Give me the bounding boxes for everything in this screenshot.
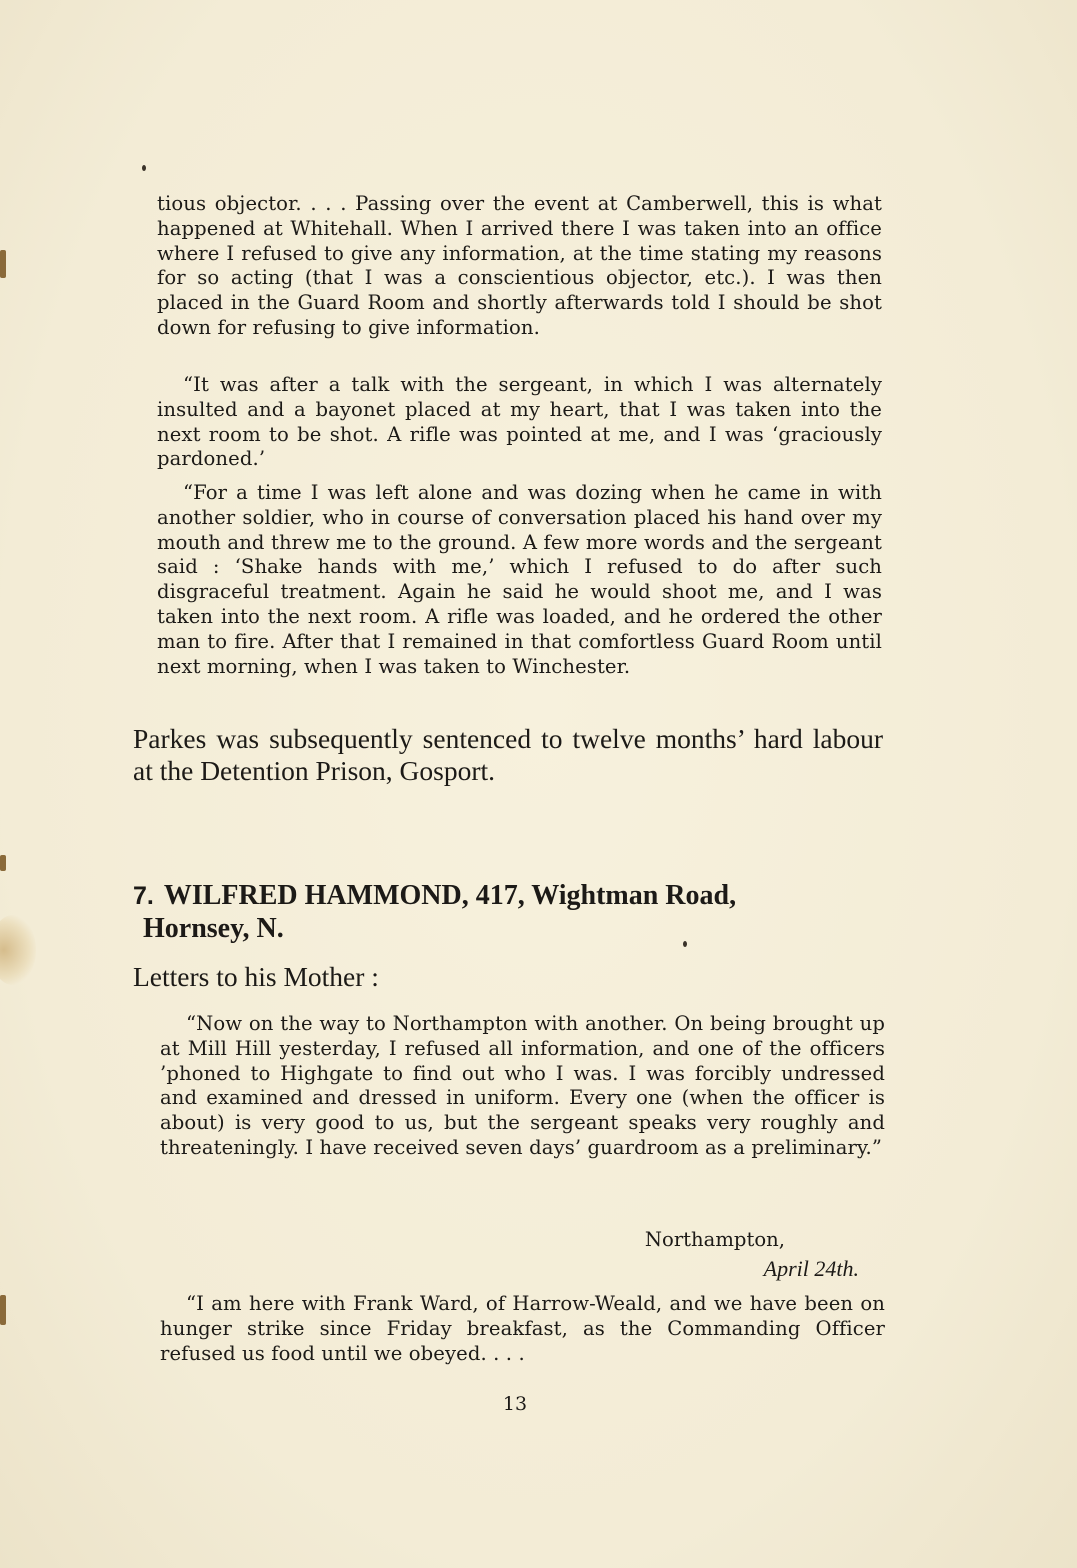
section-subheading: Letters to his Mother : (133, 961, 379, 992)
edge-mark (0, 1295, 6, 1325)
letter-paragraph: “I am here with Frank Ward, of Harrow-Weald, and we have been on hunger strike since Friday breakfast, as the Commanding Officer refused us food until we obeyed. . . . (160, 1292, 885, 1365)
section-heading (133, 880, 883, 945)
section-heading-line1: WILFRED HAMMOND, 417, Wightman Road, (163, 880, 737, 911)
sentence-summary: Parkes was subsequently sentenced to twelve months’ hard labour at the Detention Prison, Gosport. (133, 723, 883, 786)
letter-paragraph: tious objector. . . . Passing over the event at Camberwell, this is what happened at Whitehall. When I arrived there I was taken into an office where I refused to give any information, at the time stating my reasons for so acting (that I was a conscientious objector, etc.). I was then placed in the Guard Room and shortly afterwards told I should be shot down for refusing to give information. (157, 192, 882, 339)
letter-paragraph: “It was after a talk with the sergeant, in which I was alternately insulted and a bayonet placed at my heart, that I was taken into the next room to be shot. A rifle was pointed at me, and I was ‘graciously pardoned.’ (157, 373, 882, 471)
paper-stain (0, 915, 36, 985)
letter-place: Northampton, (644, 1228, 785, 1251)
letter-date: April 24th. (763, 1256, 859, 1281)
edge-mark (0, 250, 6, 278)
section-heading-line2: Hornsey, N. (143, 912, 284, 944)
letter-paragraph: “For a time I was left alone and was dozing when he came in with another soldier, who in course of conversation placed his hand over my mouth and threw me to the ground. A few more words and the sergeant said : ‘Shake hands with me,’ which I refused to do after such disgraceful treatment. Again he said he would shoot me, and I was taken into the next room. A rifle was loaded, and he ordered the other man to fire. After that I remained in that comfortless Guard Room until next morning, when I was taken to Winchester. (157, 481, 882, 678)
section-number: 7. (133, 882, 154, 910)
letter-paragraph: “Now on the way to Northampton with another. On being brought up at Mill Hill yesterday, I refused all information, and one of the officers ’phoned to Highgate to find out who I was. I was forcibly undressed and examined and dressed in uniform. Every one (when the officer is about) is very good to us, but the sergeant speaks very roughly and threateningly. I have received seven days’ guardroom as a preliminary.” (160, 1012, 885, 1159)
edge-mark (0, 855, 6, 871)
page-number: 13 (502, 1393, 528, 1415)
ink-speck (142, 165, 146, 171)
